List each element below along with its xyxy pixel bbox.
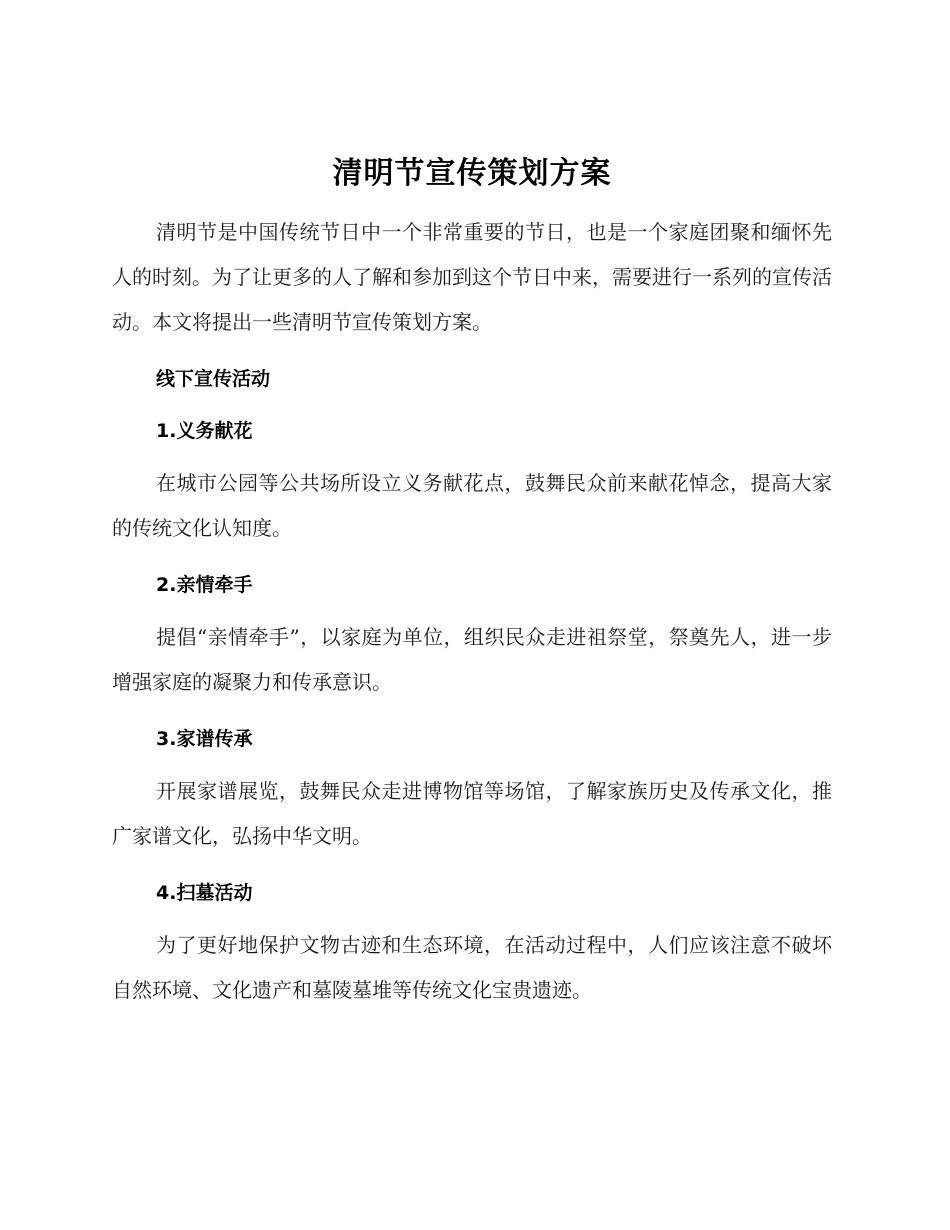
item-heading-1: 1.义务献花 xyxy=(156,420,253,442)
document-body xyxy=(112,148,832,1013)
item-body-1: 在城市公园等公共场所设立义务献花点，鼓舞民众前来献花悼念，提高大家的传统文化认知度。 xyxy=(112,471,832,540)
item-heading-2: 2.亲情牵手 xyxy=(156,574,253,596)
section-heading: 线下宣传活动 xyxy=(156,368,271,390)
item-heading-3: 3.家谱传承 xyxy=(156,728,253,750)
document-title: 清明节宣传策划方案 xyxy=(332,156,612,191)
item-body-2: 提倡“亲情牵手”，以家庭为单位，组织民众走进祖祭堂，祭奠先人，进一步增强家庭的凝聚力和传承意识。 xyxy=(112,625,832,694)
item-body-3: 开展家谱展览，鼓舞民众走进博物馆等场馆，了解家族历史及传承文化，推广家谱文化，弘扬中华文明。 xyxy=(112,779,832,848)
intro-paragraph: 清明节是中国传统节日中一个非常重要的节日，也是一个家庭团聚和缅怀先人的时刻。为了让更多的人了解和参加到这个节日中来，需要进行一系列的宣传活动。本文将提出一些清明节宣传策划方案。 xyxy=(112,220,832,334)
item-body-4: 为了更好地保护文物古迹和生态环境，在活动过程中，人们应该注意不破坏自然环境、文化遗产和墓陵墓堆等传统文化宝贵遗迹。 xyxy=(112,933,832,1002)
item-heading-4: 4.扫墓活动 xyxy=(156,882,253,904)
